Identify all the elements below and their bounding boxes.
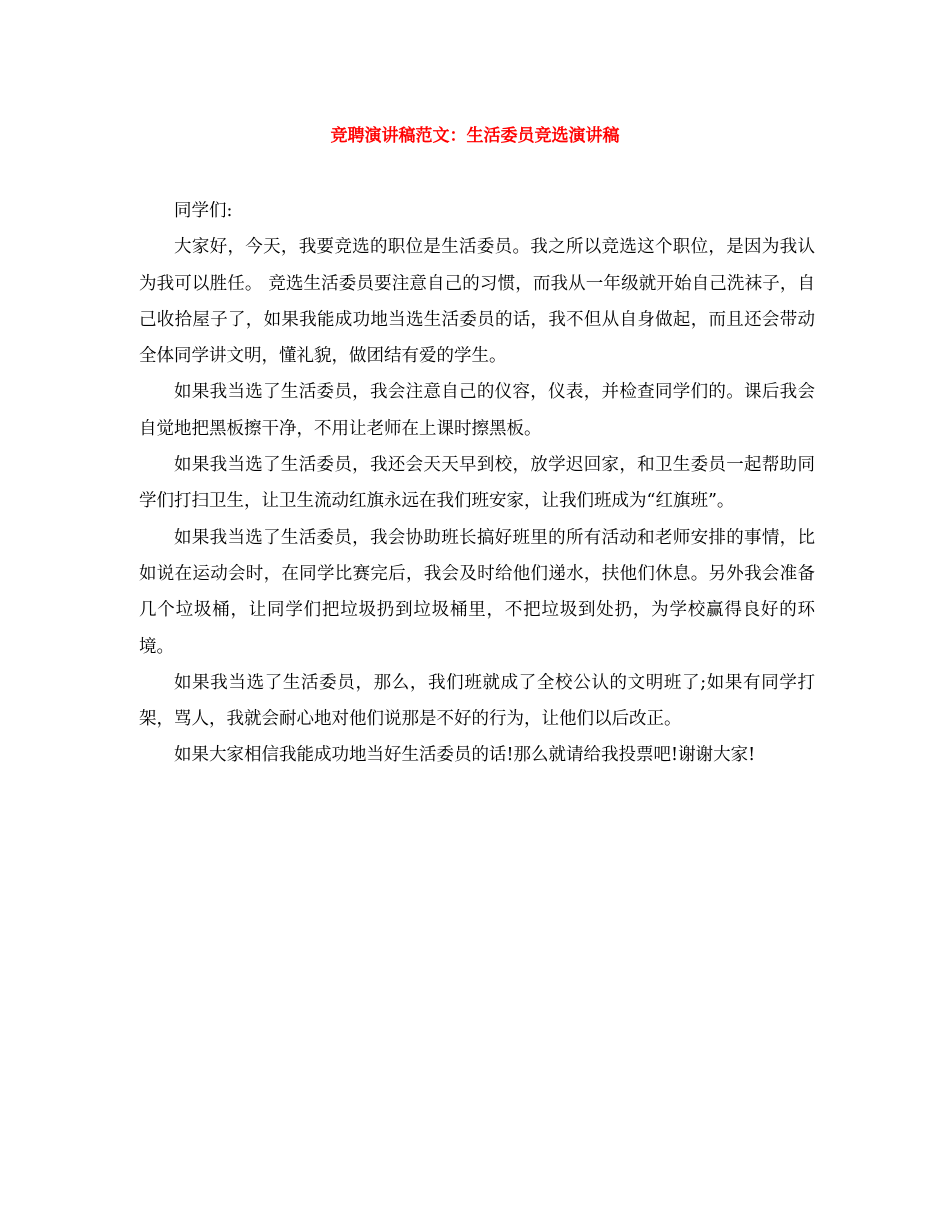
page-title: 竞聘演讲稿范文：生活委员竞选演讲稿	[330, 126, 620, 146]
body-paragraph: 如果我当选了生活委员，我会协助班长搞好班里的所有活动和老师安排的事情，比如说在运动会时，在同学比赛完后，我会及时给他们递水，扶他们休息。另外我会准备几个垃圾桶，让同学们把垃圾扔到垃圾桶里，不把垃圾到处扔，为学校赢得良好的环境。	[139, 527, 815, 657]
body-paragraph: 如果我当选了生活委员，我会注意自己的仪容，仪表，并检查同学们的。课后我会自觉地把黑板擦干净，不用让老师在上课时擦黑板。	[139, 382, 815, 439]
body-paragraph: 如果我当选了生活委员，我还会天天早到校，放学迟回家，和卫生委员一起帮助同学们打扫卫生，让卫生流动红旗永远在我们班安家，让我们班成为“红旗班”。	[139, 455, 815, 512]
body-paragraph: 如果我当选了生活委员，那么，我们班就成了全校公认的文明班了;如果有同学打架，骂人，我就会耐心地对他们说那是不好的行为，让他们以后改正。	[139, 672, 815, 730]
document-body	[139, 193, 815, 774]
salutation-paragraph: 同学们:	[174, 201, 233, 221]
closing-paragraph: 如果大家相信我能成功地当好生活委员的话!那么就请给我投票吧!谢谢大家!	[174, 745, 756, 766]
body-paragraph: 大家好，今天，我要竞选的职位是生活委员。我之所以竞选这个职位，是因为我认为我可以胜任。 竞选生活委员要注意自己的习惯，而我从一年级就开始自己洗袜子，自己收拾屋子了，如果我能成功地当选生活委员的话，我不但从自身做起，而且还会带动全体同学讲文明，懂礼貌，做团结有爱的学生。	[139, 237, 815, 367]
